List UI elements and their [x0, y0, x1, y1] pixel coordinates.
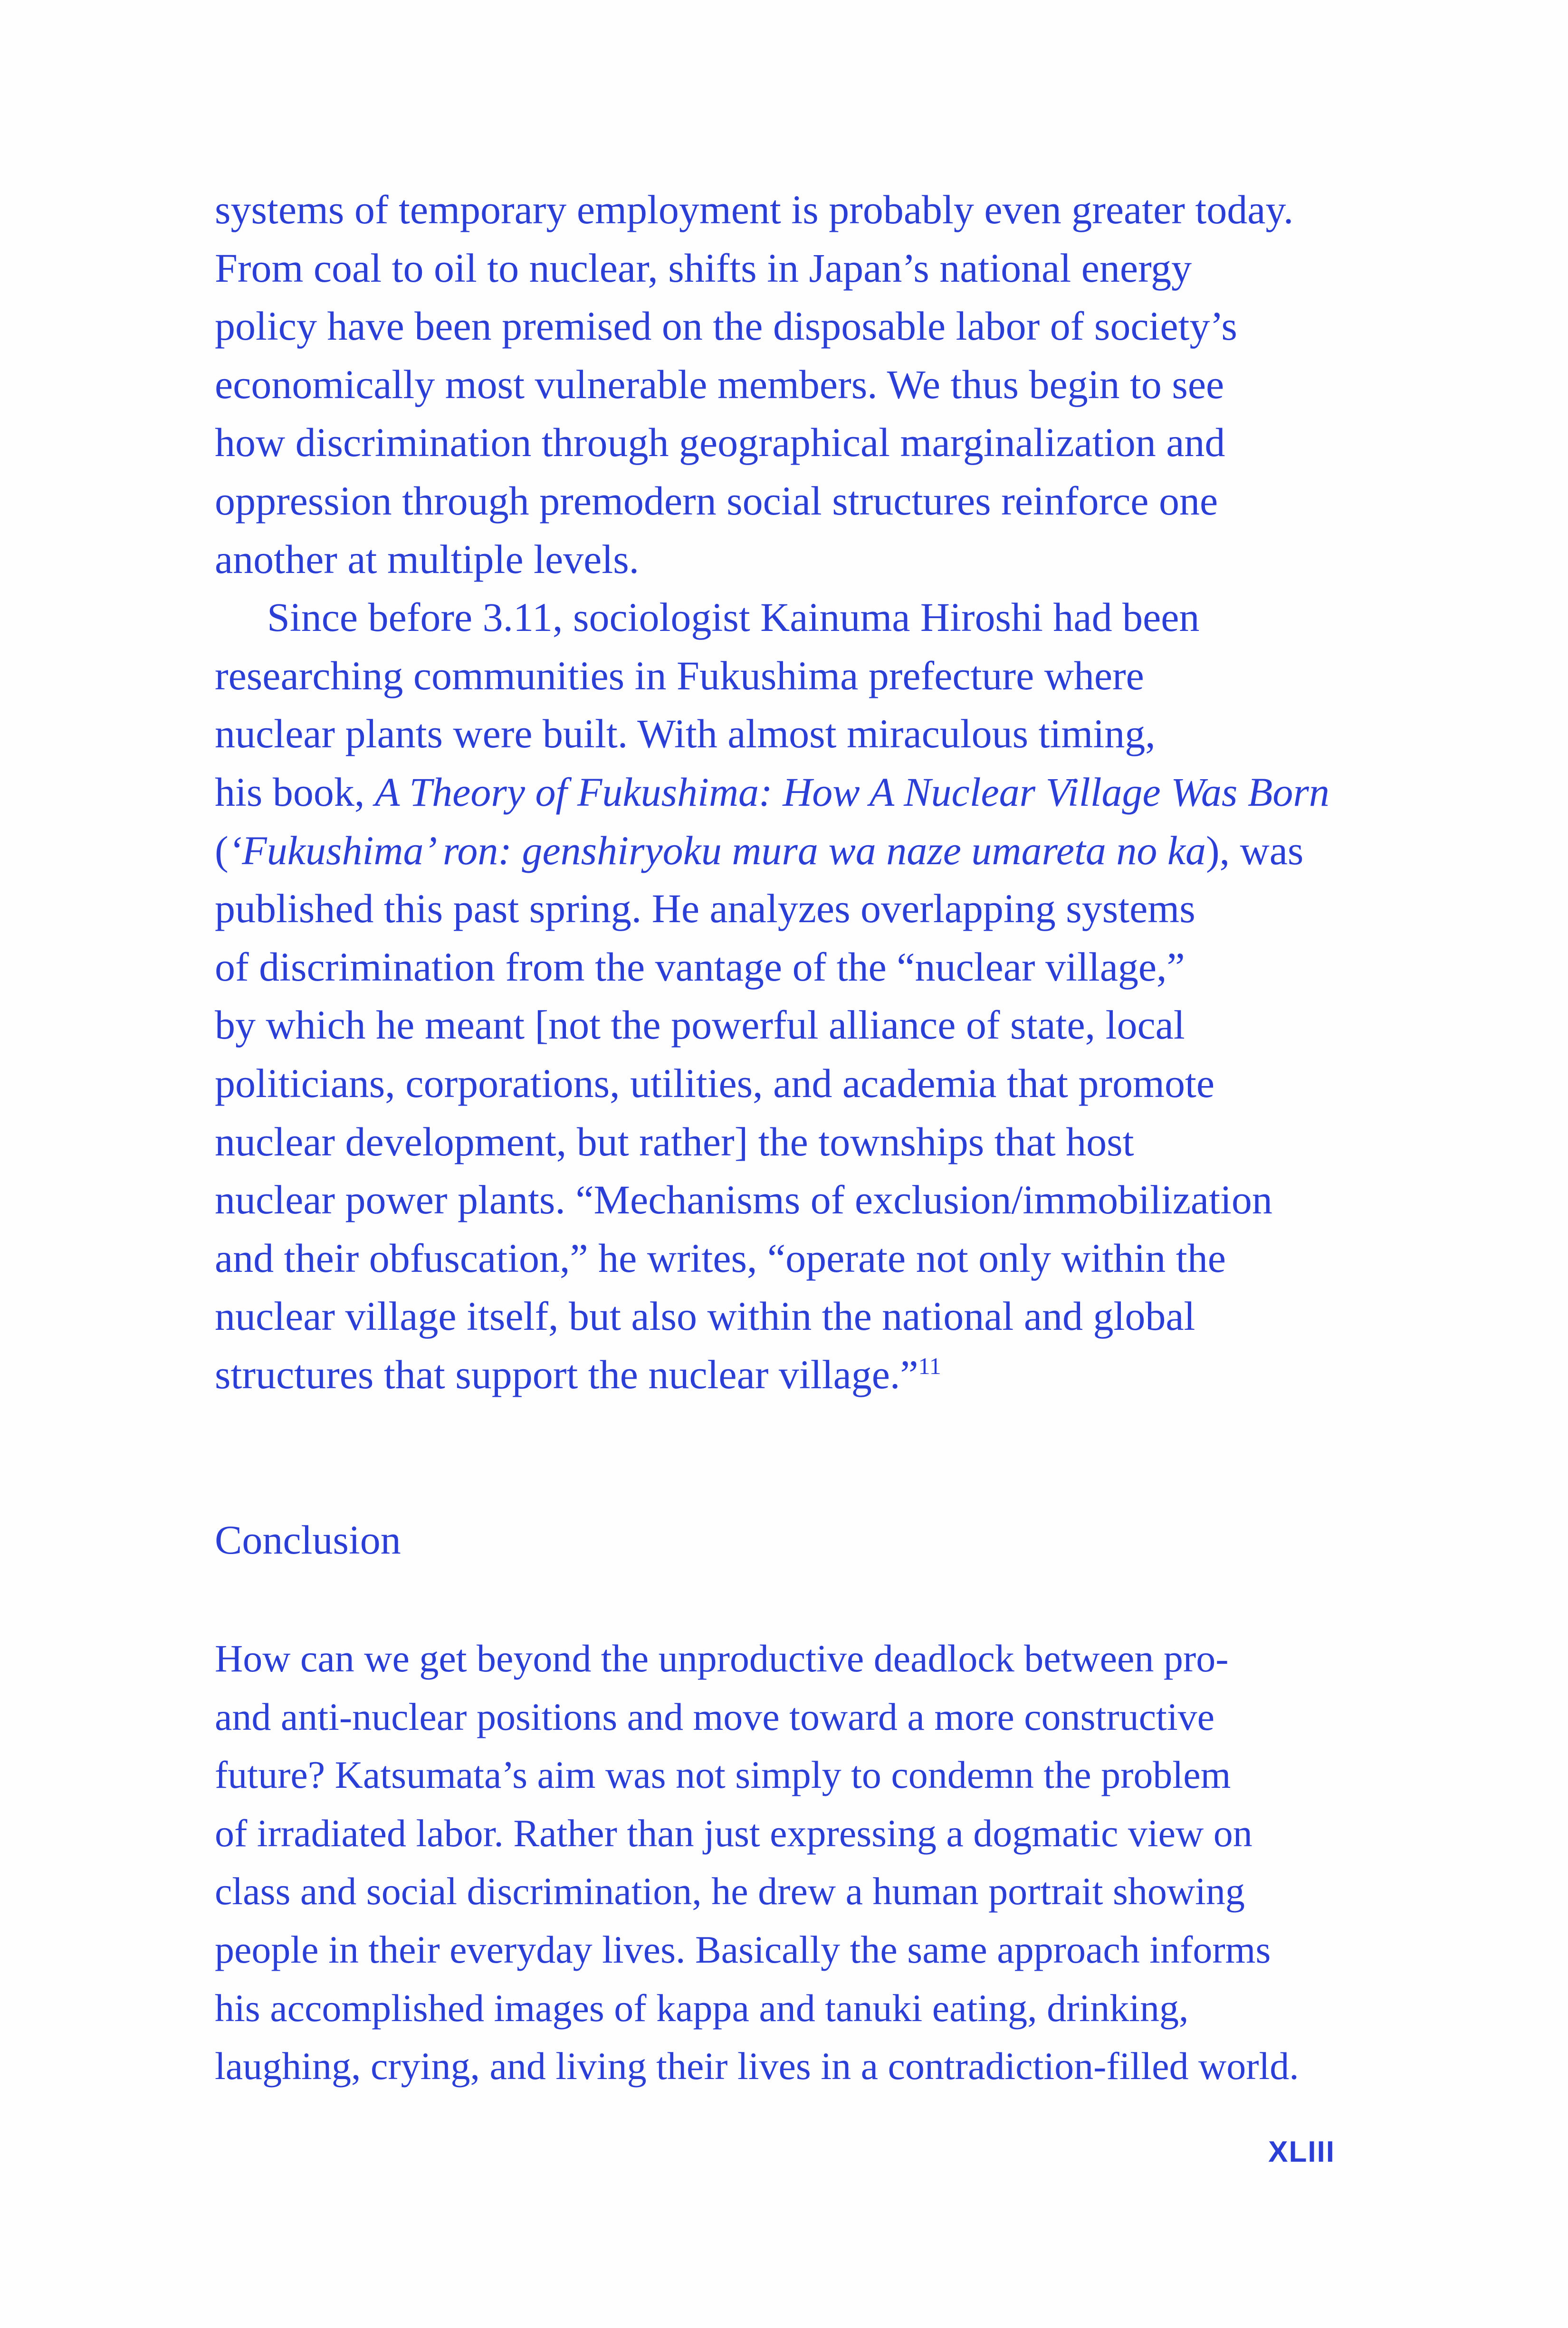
paragraph-labor-systems: systems of temporary employment is probably even greater today. From coal to oil to nuclear, shifts in Japan’s national energy policy have been premised on the disposable labor of society’s economically most vulnerable members. We thus begin to see how discrimination through geographical marginalization and oppression through premodern social structures reinforce one another at multiple levels.	[215, 187, 1294, 582]
body-text	[215, 181, 1365, 1403]
footnote-marker: 11	[918, 1352, 941, 1379]
book-title-english: A Theory of Fukushima: How A Nuclear Village Was Born	[374, 769, 1329, 815]
book-title-japanese: ‘Fukushima’ ron: genshiryoku mura wa naze umareta no ka	[228, 827, 1206, 873]
section-heading: Conclusion	[215, 1517, 401, 1563]
paragraph-kainuma-text-c: ), was published this past spring. He analyzes overlapping systems of discrimination from the vantage of the “nuclear village,” by which he meant [not the powerful alliance of state, local politicians, corporations, utilities, and academia that promote nuclear development, but rather] the townships that host nuclear power plants. “Mechanisms of exclusion/immobilization and their obfuscation,” he writes, “operate not only within the nuclear village itself, but also within the national and global structures that support the nuclear village.”	[215, 827, 1304, 1397]
paragraph-kainuma-text-a: Since before 3.11, sociologist Kainuma Hiroshi had been researching communities in Fukushima prefecture where nuclear plants were built. With almost miraculous timing, his book,	[215, 594, 1200, 815]
conclusion-paragraph: How can we get beyond the unproductive deadlock between pro- and anti-nuclear positions and move toward a more constructive future? Katsumata’s aim was not simply to condemn the problem of irradiated labor. Rather than just expressing a dogmatic view on class and social discrimination, he drew a human portrait showing people in their everyday lives. Basically the same approach informs his accomplished images of kappa and tanuki eating, drinking, laughing, crying, and living their lives in a contradiction-filled world.	[215, 1637, 1299, 2088]
paragraph-kainuma	[215, 588, 1365, 1403]
paragraph-kainuma-text-b: (	[215, 827, 229, 873]
page-number: XLIII	[1268, 2136, 1335, 2168]
